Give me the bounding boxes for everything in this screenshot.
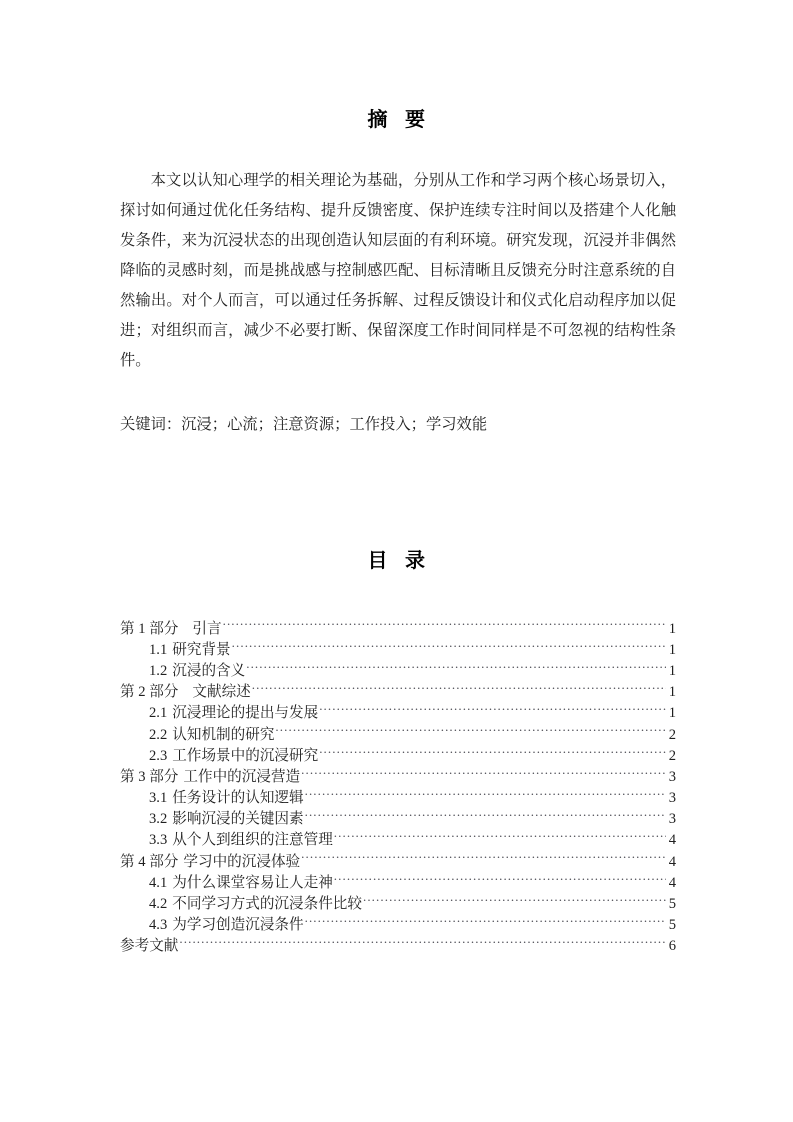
toc-entry-label [149,915,304,936]
toc-dot-leader [363,893,666,908]
toc-entry-page-number: 1 [668,662,676,679]
toc-entry-number: 4.1 [149,874,168,891]
toc-entry-title: 任务设计的认知逻辑 [172,790,304,807]
toc-entry-page-number: 2 [668,726,676,743]
toc-entry-page-number: 4 [668,832,676,849]
toc-dot-leader [319,703,666,718]
toc-entry-number: 第 2 部分 [120,684,179,701]
toc-entry-title: 引言 [192,620,222,637]
toc-entry-number: 3.1 [149,790,168,807]
toc-entry-number: 3.2 [149,811,168,828]
toc-entry[interactable] [120,766,676,787]
toc-dot-leader [334,830,666,845]
toc-entry-title: 认知机制的研究 [172,726,275,743]
toc-entry-number: 3.3 [149,832,168,849]
toc-entry-title: 学习中的沉浸体验 [183,853,301,870]
toc-entry-page-number: 1 [668,641,676,658]
toc-entry-number: 第 4 部分 [120,853,179,870]
toc-entry[interactable] [120,915,676,936]
toc-entry-number: 2.1 [149,705,168,722]
toc-dot-leader [319,745,666,760]
toc-entry-label [149,746,318,767]
toc-entry-label [149,809,304,830]
toc-entry-page-number: 4 [668,874,676,891]
abstract-body-text: 本文以认知心理学的相关理论为基础，分别从工作和学习两个核心场景切入，探讨如何通过优化任务结构、提升反馈密度、保护连续专注时间以及搭建个人化触发条件，来为沉浸状态的出现创造认知层面的有利环境。研究发现，沉浸并非偶然降临的灵感时刻，而是挑战感与控制感匹配、目标清晰且反馈充分时注意系统的自然输出。对个人而言，可以通过任务拆解、过程反馈设计和仪式化启动程序加以促进；对组织而言，减少不必要打断、保留深度工作时间同样是不可忽视的结构性条件。 [120,172,676,369]
toc-dot-leader [246,660,666,675]
toc-entry[interactable] [120,660,676,681]
toc-entry-title: 沉浸理论的提出与发展 [172,705,319,722]
toc-entry-number: 1.2 [149,662,168,679]
toc-entry-page-number: 5 [668,917,676,934]
toc-entry-number: 1.1 [149,641,168,658]
toc-dot-leader [301,766,666,781]
toc-entry-page-number: 5 [668,896,676,913]
toc-entry-title: 为什么课堂容易让人走神 [172,874,333,891]
toc-entry[interactable] [120,872,676,893]
toc-entry[interactable] [120,703,676,724]
toc-entry-page-number: 3 [668,811,676,828]
toc-entry-page-number: 6 [668,938,676,955]
toc-entry[interactable] [120,893,676,914]
toc-entry-label [149,640,231,661]
toc-heading-char-1: 目 [367,550,388,572]
toc-entry-label [149,661,245,682]
toc-entry-label [149,894,362,915]
toc-entry-label [120,682,251,703]
toc-entry-title: 从个人到组织的注意管理 [172,832,333,849]
toc-entry-label [149,788,304,809]
toc-entry-label [120,852,300,873]
toc-entry-label [120,619,222,640]
toc-entry-label [149,873,333,894]
toc-entry-number: 4.2 [149,896,168,913]
toc-dot-leader [305,809,666,824]
toc-entry-number: 第 1 部分 [120,620,179,637]
toc-entry-title: 影响沉浸的关键因素 [172,811,304,828]
toc-entry-title: 工作场景中的沉浸研究 [172,747,319,764]
toc-dot-leader [179,936,666,951]
toc-entry[interactable] [120,851,676,872]
toc-entry[interactable] [120,618,676,639]
toc-entry-page-number: 2 [668,747,676,764]
toc-entry-label [149,725,274,746]
toc-entry-page-number: 3 [668,790,676,807]
toc-entry-number: 第 3 部分 [120,768,179,785]
toc-entry[interactable] [120,936,676,957]
toc-entry-title: 工作中的沉浸营造 [183,768,301,785]
toc-entry-label [149,703,318,724]
toc-dot-leader [305,788,666,803]
toc-entry[interactable] [120,788,676,809]
toc-entry-page-number: 1 [668,705,676,722]
toc-entry[interactable] [120,809,676,830]
toc-entry-title: 为学习创造沉浸条件 [172,917,304,934]
table-of-contents [120,618,676,957]
toc-entry-label [120,936,178,957]
toc-dot-leader [305,915,666,930]
toc-entry[interactable] [120,830,676,851]
abstract-heading-char-1: 摘 [367,109,388,131]
toc-entry-title: 沉浸的含义 [172,662,246,679]
toc-entry-page-number: 1 [668,620,676,637]
toc-dot-leader [232,639,666,654]
toc-dot-leader [275,724,666,739]
toc-heading [0,544,793,573]
toc-entry[interactable] [120,682,676,703]
toc-entry-title: 文献综述 [192,684,251,701]
toc-dot-leader [334,872,666,887]
toc-entry-title: 研究背景 [172,641,231,658]
toc-entry-title: 不同学习方式的沉浸条件比较 [172,896,362,913]
toc-entry[interactable] [120,745,676,766]
toc-entry-label [149,830,333,851]
toc-entry[interactable] [120,639,676,660]
toc-entry-page-number: 3 [668,768,676,785]
toc-entry[interactable] [120,724,676,745]
toc-entry-number: 2.3 [149,747,168,764]
abstract-heading [0,103,793,132]
abstract-heading-char-2: 要 [405,109,426,131]
toc-entry-page-number: 4 [668,853,676,870]
toc-dot-leader [301,851,666,866]
abstract-keywords: 关键词：沉浸；心流；注意资源；工作投入；学习效能 [120,416,488,433]
toc-entry-page-number: 1 [668,684,676,701]
toc-dot-leader [252,682,666,697]
toc-entry-number: 4.3 [149,917,168,934]
toc-entry-number: 2.2 [149,726,168,743]
toc-entry-label [120,767,300,788]
toc-entry-number: 参考文献 [120,938,179,955]
toc-dot-leader [223,618,666,633]
toc-heading-char-2: 录 [405,550,426,572]
